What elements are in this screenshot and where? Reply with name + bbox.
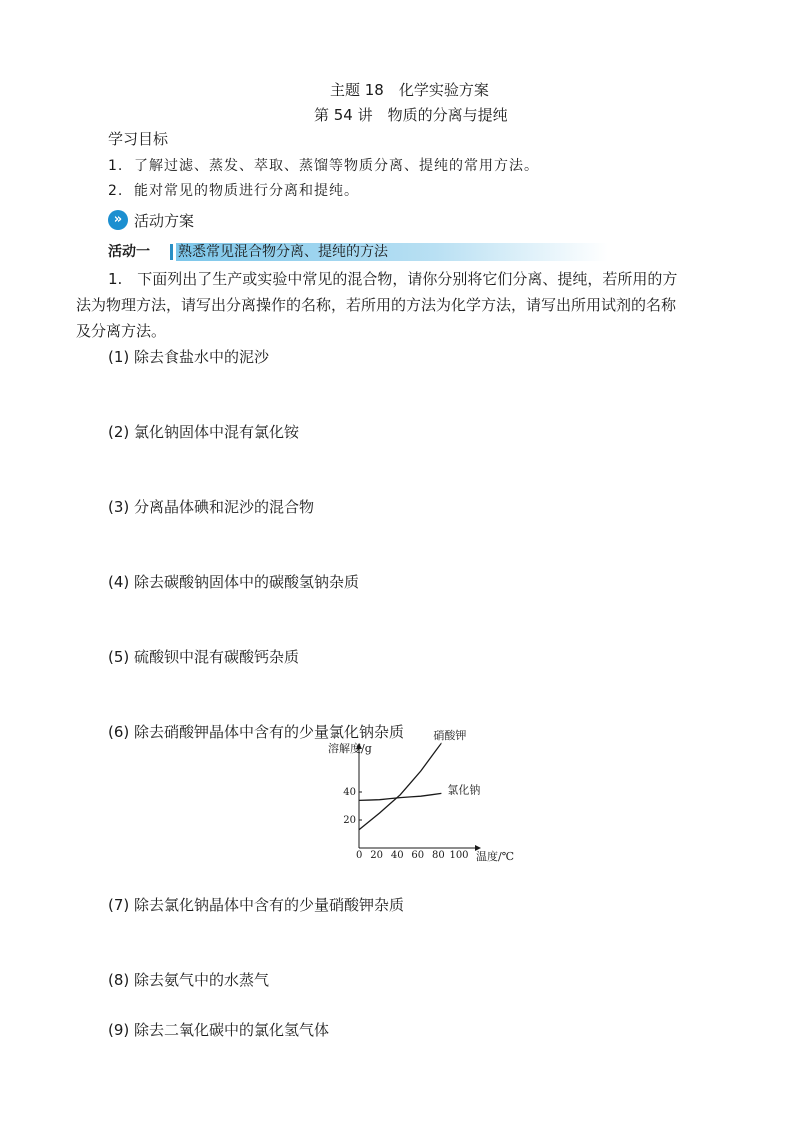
question-number: (2) bbox=[108, 423, 130, 441]
question-text: 硫酸钡中混有碳酸钙杂质 bbox=[134, 648, 300, 666]
question-4 bbox=[108, 571, 359, 592]
x-axis-label: 温度/℃ bbox=[476, 850, 515, 863]
activity-divider bbox=[170, 244, 173, 260]
x-tick-label: 100 bbox=[449, 850, 469, 861]
question-8 bbox=[108, 969, 269, 990]
x-tick-label: 20 bbox=[370, 850, 383, 861]
question-text: 除去二氧化碳中的氯化氢气体 bbox=[134, 1021, 330, 1039]
intro-line-3: 及分离方法。 bbox=[76, 322, 167, 340]
question-text: 除去氯化钠晶体中含有的少量硝酸钾杂质 bbox=[134, 896, 405, 914]
section-label: 活动方案 bbox=[134, 212, 195, 230]
intro-line-1: 1. 下面列出了生产或实验中常见的混合物，请你分别将它们分离、提纯，若所用的方 bbox=[108, 270, 678, 288]
goal-item-2 bbox=[108, 180, 359, 200]
x-tick-label: 40 bbox=[390, 850, 404, 861]
y-tick-label: 20 bbox=[343, 815, 356, 826]
activity-header bbox=[108, 242, 608, 262]
question-number: (3) bbox=[108, 498, 130, 516]
question-text: 氯化钠固体中混有氯化铵 bbox=[134, 423, 300, 441]
question-number: (9) bbox=[108, 1021, 130, 1039]
question-7 bbox=[108, 894, 404, 915]
question-number: (4) bbox=[108, 573, 130, 591]
x-tick-label: 0 bbox=[356, 850, 363, 861]
lesson-title: 第 54 讲 物质的分离与提纯 bbox=[314, 106, 508, 124]
double-chevron-right-icon: » bbox=[108, 210, 128, 230]
question-number: (8) bbox=[108, 971, 130, 989]
goal-number: 2. bbox=[108, 183, 124, 199]
x-tick-label: 80 bbox=[432, 850, 445, 861]
question-text: 除去氨气中的水蒸气 bbox=[134, 971, 270, 989]
question-number: (7) bbox=[108, 896, 130, 914]
goal-item-1 bbox=[108, 155, 539, 175]
activity-title: 熟悉常见混合物分离、提纯的方法 bbox=[178, 244, 388, 260]
goal-text: 了解过滤、蒸发、萃取、蒸馏等物质分离、提纯的常用方法。 bbox=[134, 158, 539, 174]
question-number: (1) bbox=[108, 348, 130, 366]
question-text: 除去碳酸钠固体中的碳酸氢钠杂质 bbox=[134, 573, 360, 591]
question-text: 除去食盐水中的泥沙 bbox=[134, 348, 270, 366]
question-9 bbox=[108, 1019, 329, 1040]
y-tick-label: 40 bbox=[343, 787, 356, 798]
question-3 bbox=[108, 496, 314, 517]
question-number: (6) bbox=[108, 723, 130, 741]
question-5 bbox=[108, 646, 299, 667]
question-1 bbox=[108, 346, 269, 367]
series-line-1 bbox=[359, 743, 441, 830]
x-tick-label: 60 bbox=[411, 850, 425, 861]
goal-number: 1. bbox=[108, 158, 124, 174]
question-2 bbox=[108, 421, 299, 442]
series-label: 氯化钠 bbox=[447, 783, 481, 797]
activity-label: 活动一 bbox=[108, 244, 150, 260]
page-title: 主题 18 化学实验方案 bbox=[330, 81, 489, 99]
solubility-chart bbox=[328, 729, 530, 866]
question-text: 分离晶体碘和泥沙的混合物 bbox=[134, 498, 315, 516]
goals-heading: 学习目标 bbox=[108, 130, 169, 148]
question-text: 除去硝酸钾晶体中含有的少量氯化钠杂质 bbox=[134, 723, 405, 741]
y-axis-label: 溶解度/g bbox=[328, 742, 372, 755]
series-label: 硝酸钾 bbox=[433, 729, 467, 742]
question-number: (5) bbox=[108, 648, 130, 666]
goal-text: 能对常见的物质进行分离和提纯。 bbox=[134, 183, 359, 199]
intro-line-2: 法为物理方法，请写出分离操作的名称，若所用的方法为化学方法，请写出所用试剂的名称 bbox=[76, 296, 677, 314]
